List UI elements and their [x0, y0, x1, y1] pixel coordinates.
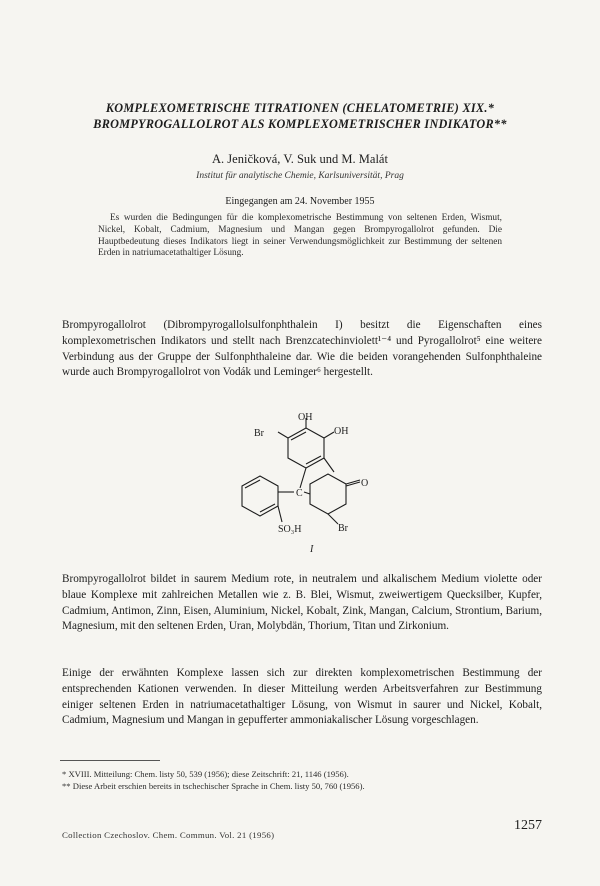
- title-line-1: KOMPLEXOMETRISCHE TITRATIONEN (CHELATOMETRIE) XIX.*: [105, 101, 495, 115]
- title-line-2: BROMPYROGALLOLROT ALS KOMPLEXOMETRISCHER INDIKATOR**: [93, 117, 507, 131]
- bromine-top-label: Br: [254, 428, 264, 439]
- page-number: 1257: [514, 818, 542, 833]
- institute: Institut für analytische Chemie, Karlsuniversität, Prag: [196, 171, 404, 181]
- received-date: Eingegangen am 24. November 1955: [225, 196, 375, 207]
- article-title: [40, 100, 560, 132]
- compound-label: I: [310, 544, 314, 555]
- footnote-divider: [60, 760, 160, 761]
- upper-ring: [288, 428, 324, 468]
- paragraph-complexes: Brompyrogallolrot bildet in saurem Medium rote, in neutralem und alkalischem Medium violette oder blaue Komplexe mit zahlreichen Metallen wie z. B. Blei, Wismut, zweiwertigem Quecksilber, Kupfer, Cadmium, Antimon, Zinn, Eisen, Aluminium, Nickel, Kobalt, Zink, Mangan, Calcium, Strontium, Barium, Magnesium, mit den seltenen Erden, Uran, Molybdän, Thorium, Titan und Zirkonium.: [62, 573, 542, 633]
- journal-footer: Collection Czechoslov. Chem. Commun. Vol. 21 (1956): [62, 830, 275, 840]
- authors: A. Jeničková, V. Suk und M. Malát: [212, 152, 388, 166]
- footnote-2: ** Diese Arbeit erschien bereits in tschechischer Sprache in Chem. listy 50, 760 (1956).: [62, 781, 365, 791]
- oxo-label: O: [361, 478, 369, 489]
- structure-diagram: [200, 412, 420, 562]
- bromine-bottom-label: Br: [338, 523, 348, 534]
- chemical-structure: [200, 412, 420, 562]
- hydroxyl-top-label: OH: [298, 412, 313, 423]
- abstract: Es wurden die Bedingungen für die komplexometrische Bestimmung von seltenen Erden, Wismut, Nickel, Kobalt, Cadmium, Magnesium und Mangan gegen Brompyrogallolrot gefunden. Die Hauptbedeutung dieses Indikators liegt in seiner Verwendungsmöglichkeit zur Bestimmung der seltenen Erden in natriumacetathaltiger Lösung.: [98, 213, 502, 259]
- paragraph-methods: Einige der erwähnten Komplexe lassen sich zur direkten komplexometrischen Bestimmung der entsprechenden Kationen verwenden. In dieser Mitteilung werden Arbeitsverfahren zur Bestimmung einiger seltenen Erden in natriumacetathaltiger Lösung, von Wismut in saurer und Nickel, Kobalt, Cadmium, Magnesium und Mangan in gepufferter ammoniakalischer Lösung vorgeschlagen.: [62, 667, 542, 727]
- phenyl-ring: [242, 476, 278, 516]
- hydroxyl-ring-label: OH: [334, 426, 349, 437]
- paragraph-intro: Brompyrogallolrot (Dibrompyrogallolsulfonphthalein I) besitzt die Eigenschaften eines komplexometrischen Indikators und stellt nach Brenzcatechinviolett¹⁻⁴ und Pyrogallolrot⁵ eine weitere Verbindung aus der Gruppe der Sulfonphthaleine dar. Wie die beiden vorangehenden Sulfonphthaleine wurde auch Brompyrogallolrot von Vodák und Leminger⁶ hergestellt.: [62, 319, 542, 379]
- lower-ring: [310, 474, 346, 514]
- central-carbon-label: C: [296, 488, 303, 499]
- sulfo-group-label: SO₃H: [278, 524, 302, 535]
- footnote-1: * XVIII. Mitteilung: Chem. listy 50, 539 (1956); diese Zeitschrift: 21, 1146 (1956).: [62, 769, 349, 779]
